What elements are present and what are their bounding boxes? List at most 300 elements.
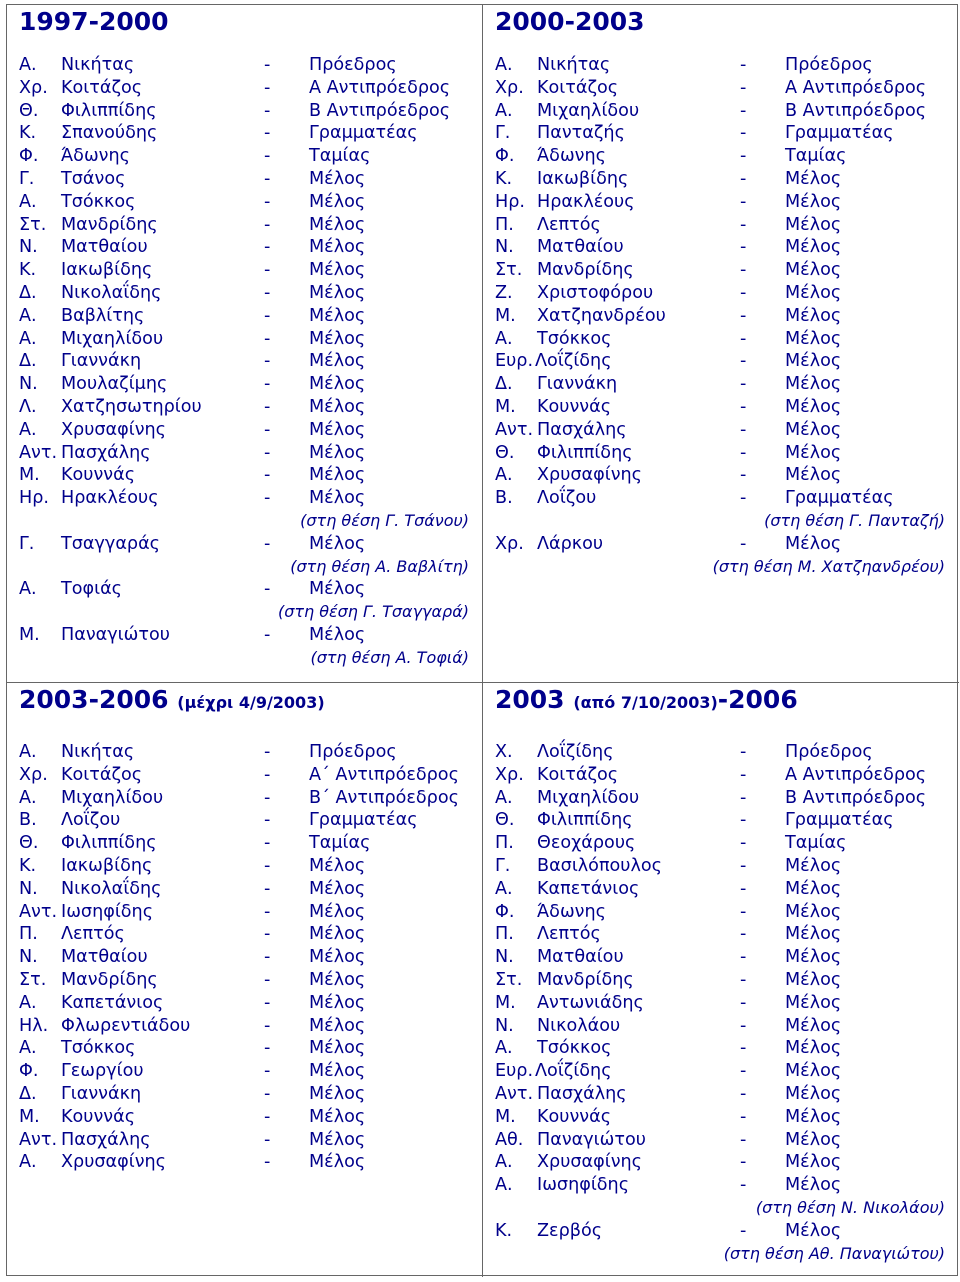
separator-dash: - xyxy=(740,969,747,990)
separator-dash: - xyxy=(740,1175,747,1196)
member-surname: Πασχάλης xyxy=(537,1083,627,1104)
member-surname: Τοφιάς xyxy=(61,579,122,600)
replacement-note: (στη θέση Αθ. Παναγιώτου) xyxy=(723,1243,945,1263)
separator-dash: - xyxy=(264,146,271,167)
member-initial: Μ. xyxy=(495,992,516,1013)
member-initial: Στ. xyxy=(19,969,47,990)
member-role: Μέλος xyxy=(309,465,366,486)
member-initial: Θ. xyxy=(19,100,39,121)
member-surname: Άδωνης xyxy=(61,146,130,167)
period-title: 2003-2006 xyxy=(19,685,169,714)
replacement-note-row xyxy=(495,510,955,533)
member-initial: Γ. xyxy=(19,533,35,554)
member-row xyxy=(19,923,479,946)
member-row xyxy=(19,1037,479,1060)
member-surname: Πανταζής xyxy=(537,123,625,144)
board-2003-2006-until xyxy=(7,683,483,1277)
member-initial: Α. xyxy=(19,1152,37,1173)
member-row xyxy=(495,122,955,145)
separator-dash: - xyxy=(264,1129,271,1150)
separator-dash: - xyxy=(264,123,271,144)
member-row xyxy=(495,855,955,878)
member-surname: Νικολαΐδης xyxy=(61,282,162,303)
replacement-note-row xyxy=(19,556,479,579)
member-initial: Δ. xyxy=(495,374,513,395)
period-heading xyxy=(495,685,798,714)
separator-dash: - xyxy=(264,100,271,121)
member-initial: Μ. xyxy=(19,624,40,645)
member-surname: Χρυσαφίνης xyxy=(61,419,167,440)
member-role: Πρόεδρος xyxy=(309,55,397,75)
member-surname: Φιλιππίδης xyxy=(61,833,157,854)
member-surname: Φλωρεντιάδου xyxy=(61,1015,191,1036)
separator-dash: - xyxy=(264,55,271,75)
separator-dash: - xyxy=(264,1038,271,1059)
separator-dash: - xyxy=(740,305,747,326)
member-initial: Π. xyxy=(19,924,38,945)
separator-dash: - xyxy=(264,1015,271,1036)
member-role: Μέλος xyxy=(785,1038,842,1059)
member-initial: Μ. xyxy=(19,465,40,486)
member-initial: Λ. xyxy=(19,396,37,417)
separator-dash: - xyxy=(264,1083,271,1104)
member-surname: Τσόκκος xyxy=(61,191,136,212)
separator-dash: - xyxy=(740,260,747,281)
member-initial: Α. xyxy=(19,1038,37,1059)
separator-dash: - xyxy=(264,237,271,258)
member-surname: Κουννάς xyxy=(61,465,136,486)
member-initial: Στ. xyxy=(495,969,523,990)
member-initial: Αθ. xyxy=(495,1129,524,1150)
separator-dash: - xyxy=(740,214,747,235)
member-surname: Ιακωβίδης xyxy=(61,260,153,281)
member-surname: Φιλιππίδης xyxy=(61,100,157,121)
member-role: Μέλος xyxy=(785,214,842,235)
member-role: Μέλος xyxy=(309,992,366,1013)
period-title: 1997-2000 xyxy=(19,7,169,36)
member-surname: Άδωνης xyxy=(537,901,606,922)
member-role: Μέλος xyxy=(785,1106,842,1127)
separator-dash: - xyxy=(264,1152,271,1173)
member-initial: Φ. xyxy=(495,146,515,167)
member-initial: Φ. xyxy=(19,146,39,167)
member-surname: Χριστοφόρου xyxy=(537,282,654,303)
member-row xyxy=(495,191,955,214)
member-role: Μέλος xyxy=(785,351,842,372)
member-row xyxy=(495,305,955,328)
member-role: Μέλος xyxy=(309,237,366,258)
separator-dash: - xyxy=(264,624,271,645)
member-surname: Ηρακλέους xyxy=(61,488,159,509)
member-initial: Α. xyxy=(495,787,513,808)
board-2000-2003 xyxy=(483,5,959,683)
separator-dash: - xyxy=(264,1061,271,1082)
member-role: Πρόεδρος xyxy=(785,55,873,75)
member-surname: Ματθαίου xyxy=(537,947,624,968)
member-row xyxy=(19,809,479,832)
member-surname: Αντωνιάδης xyxy=(537,992,644,1013)
member-initial: Π. xyxy=(495,214,514,235)
member-initial: Μ. xyxy=(495,1106,516,1127)
member-initial: Γ. xyxy=(495,123,511,144)
replacement-note: (στη θέση Ν. Νικολάου) xyxy=(755,1197,945,1217)
member-surname: Λοΐζου xyxy=(61,810,121,831)
member-row xyxy=(495,77,955,100)
member-surname: Χατζηανδρέου xyxy=(537,305,666,326)
member-initial: Α. xyxy=(19,55,37,75)
member-row xyxy=(19,1015,479,1038)
member-initial: Δ. xyxy=(19,1083,37,1104)
member-role: Μέλος xyxy=(309,1129,366,1150)
member-row xyxy=(19,350,479,373)
member-initial: Ηλ. xyxy=(19,1015,49,1036)
replacement-note: (στη θέση Γ. Πανταζή) xyxy=(764,510,945,530)
member-role: Μέλος xyxy=(309,878,366,899)
member-row xyxy=(19,855,479,878)
member-surname: Ζερβός xyxy=(537,1220,603,1241)
separator-dash: - xyxy=(740,992,747,1013)
member-role: Γραμματέας xyxy=(309,810,418,831)
member-role: Μέλος xyxy=(309,442,366,463)
separator-dash: - xyxy=(740,833,747,854)
member-initial: Ν. xyxy=(495,947,514,968)
separator-dash: - xyxy=(740,878,747,899)
member-row xyxy=(19,464,479,487)
member-row xyxy=(19,578,479,601)
replacement-note-row xyxy=(19,601,479,624)
member-initial: Ευρ. xyxy=(495,1061,534,1082)
member-surname: Ματθαίου xyxy=(61,947,148,968)
separator-dash: - xyxy=(264,351,271,372)
member-role: Μέλος xyxy=(309,947,366,968)
member-initial: Θ. xyxy=(19,833,39,854)
member-surname: Μανδρίδης xyxy=(537,260,634,281)
separator-dash: - xyxy=(740,533,747,554)
separator-dash: - xyxy=(740,1083,747,1104)
member-row xyxy=(495,1151,955,1174)
member-role: Μέλος xyxy=(785,396,842,417)
member-row xyxy=(19,533,479,556)
member-row xyxy=(495,1083,955,1106)
member-surname: Τσόκκος xyxy=(537,328,612,349)
member-row xyxy=(19,373,479,396)
separator-dash: - xyxy=(740,1061,747,1082)
member-role: Μέλος xyxy=(309,1038,366,1059)
member-initial: Α. xyxy=(19,742,37,762)
member-surname: Καπετάνιος xyxy=(61,992,164,1013)
member-row xyxy=(19,328,479,351)
member-surname: Τσόκκος xyxy=(537,1038,612,1059)
member-role: Μέλος xyxy=(785,419,842,440)
member-row xyxy=(19,1151,479,1174)
member-initial: Μ. xyxy=(495,305,516,326)
member-surname: Καπετάνιος xyxy=(537,878,640,899)
member-initial: Α. xyxy=(495,878,513,899)
member-surname: Χρυσαφίνης xyxy=(537,465,643,486)
member-surname: Λεπτός xyxy=(61,924,125,945)
member-initial: Ν. xyxy=(495,237,514,258)
member-row xyxy=(495,100,955,123)
member-role: Μέλος xyxy=(309,191,366,212)
separator-dash: - xyxy=(740,237,747,258)
member-surname: Κοιτάζος xyxy=(61,77,143,98)
period-heading xyxy=(495,7,645,36)
member-initial: Χρ. xyxy=(495,533,524,554)
member-initial: Α. xyxy=(495,1038,513,1059)
member-role: Ταμίας xyxy=(309,833,371,854)
member-initial: Κ. xyxy=(495,1220,513,1241)
member-role: Α Αντιπρόεδρος xyxy=(785,77,927,98)
separator-dash: - xyxy=(740,1015,747,1036)
member-initial: Β. xyxy=(19,810,37,831)
member-initial: Α. xyxy=(495,465,513,486)
member-list xyxy=(19,54,479,670)
member-initial: Ν. xyxy=(19,237,38,258)
replacement-note: (στη θέση Α. Τοφιά) xyxy=(310,647,469,667)
member-surname: Κουννάς xyxy=(537,1106,612,1127)
member-row xyxy=(19,1129,479,1152)
member-surname: Βασιλόπουλος xyxy=(537,855,662,876)
member-role: Μέλος xyxy=(309,328,366,349)
member-surname: Παναγιώτου xyxy=(537,1129,646,1150)
member-role: Β Αντιπρόεδρος xyxy=(785,100,927,121)
member-surname: Κοιτάζος xyxy=(61,764,143,785)
separator-dash: - xyxy=(740,123,747,144)
member-surname: Γεωργίου xyxy=(61,1061,144,1082)
member-role: Μέλος xyxy=(785,878,842,899)
member-row xyxy=(19,191,479,214)
member-surname: Ιωσηφίδης xyxy=(61,901,154,922)
member-role: Μέλος xyxy=(785,305,842,326)
member-initial: Ηρ. xyxy=(495,191,525,212)
member-initial: Α. xyxy=(19,787,37,808)
period-title: 2000-2003 xyxy=(495,7,645,36)
separator-dash: - xyxy=(740,1129,747,1150)
member-row xyxy=(495,1220,955,1243)
member-row xyxy=(19,236,479,259)
member-role: Μέλος xyxy=(309,901,366,922)
member-row xyxy=(495,946,955,969)
member-surname: Γιαννάκη xyxy=(61,351,142,372)
member-role: Μέλος xyxy=(309,168,366,189)
member-role: Α Αντιπρόεδρος xyxy=(785,764,927,785)
member-role: Μέλος xyxy=(785,1152,842,1173)
member-row xyxy=(19,946,479,969)
separator-dash: - xyxy=(264,214,271,235)
separator-dash: - xyxy=(264,396,271,417)
member-initial: Χρ. xyxy=(495,764,524,785)
member-row xyxy=(19,122,479,145)
member-role: Α Αντιπρόεδρος xyxy=(309,77,451,98)
member-role: Γραμματέας xyxy=(309,123,418,144)
member-row xyxy=(19,487,479,510)
separator-dash: - xyxy=(740,374,747,395)
member-role: Μέλος xyxy=(785,901,842,922)
member-row xyxy=(19,305,479,328)
member-initial: Χρ. xyxy=(495,77,524,98)
member-initial: Ζ. xyxy=(495,282,513,303)
member-surname: Λοΐζίδης xyxy=(535,351,612,372)
member-row xyxy=(495,533,955,556)
member-surname: Μιχαηλίδου xyxy=(61,328,164,349)
member-initial: Μ. xyxy=(19,1106,40,1127)
member-surname: Μιχαηλίδου xyxy=(61,787,164,808)
member-row xyxy=(495,1174,955,1197)
member-row xyxy=(495,787,955,810)
separator-dash: - xyxy=(264,742,271,762)
member-surname: Μανδρίδης xyxy=(537,969,634,990)
member-initial: Αντ. xyxy=(19,1129,58,1150)
member-surname: Σπανούδης xyxy=(61,123,158,144)
replacement-note: (στη θέση Γ. Τσάνου) xyxy=(300,510,469,530)
separator-dash: - xyxy=(264,488,271,509)
member-list xyxy=(495,741,955,1265)
member-initial: Π. xyxy=(495,924,514,945)
separator-dash: - xyxy=(264,168,271,189)
separator-dash: - xyxy=(740,191,747,212)
member-role: Β Αντιπρόεδρος xyxy=(785,787,927,808)
member-role: Μέλος xyxy=(785,1083,842,1104)
member-role: Γραμματέας xyxy=(785,810,894,831)
separator-dash: - xyxy=(264,374,271,395)
member-role: Μέλος xyxy=(785,1061,842,1082)
replacement-note: (στη θέση Μ. Χατζηανδρέου) xyxy=(712,556,945,576)
member-role: Μέλος xyxy=(309,396,366,417)
separator-dash: - xyxy=(740,419,747,440)
member-list xyxy=(19,741,479,1174)
member-surname: Κουννάς xyxy=(61,1106,136,1127)
member-surname: Χρυσαφίνης xyxy=(537,1152,643,1173)
member-role: Μέλος xyxy=(309,1106,366,1127)
member-initial: Α. xyxy=(495,1152,513,1173)
member-row xyxy=(19,832,479,855)
separator-dash: - xyxy=(740,924,747,945)
member-initial: Αντ. xyxy=(19,901,58,922)
member-role: Β΄ Αντιπρόεδρος xyxy=(309,787,459,808)
member-row xyxy=(19,259,479,282)
member-row xyxy=(495,259,955,282)
member-role: Μέλος xyxy=(785,237,842,258)
separator-dash: - xyxy=(740,146,747,167)
period-heading xyxy=(19,685,325,714)
member-row xyxy=(495,832,955,855)
member-role: Γραμματέας xyxy=(785,123,894,144)
member-initial: Γ. xyxy=(495,855,511,876)
separator-dash: - xyxy=(740,1152,747,1173)
separator-dash: - xyxy=(740,465,747,486)
member-surname: Χατζησωτηρίου xyxy=(61,396,202,417)
member-role: Ταμίας xyxy=(785,833,847,854)
member-row xyxy=(495,1106,955,1129)
member-row xyxy=(495,969,955,992)
member-surname: Πασχάλης xyxy=(61,442,151,463)
separator-dash: - xyxy=(740,488,747,509)
member-role: Μέλος xyxy=(309,419,366,440)
member-initial: Ν. xyxy=(19,374,38,395)
member-row xyxy=(19,741,479,764)
separator-dash: - xyxy=(264,465,271,486)
member-row xyxy=(19,77,479,100)
member-role: Μέλος xyxy=(309,855,366,876)
member-row xyxy=(495,923,955,946)
member-role: Μέλος xyxy=(785,533,842,554)
member-row xyxy=(19,1106,479,1129)
member-row xyxy=(495,764,955,787)
separator-dash: - xyxy=(740,1038,747,1059)
separator-dash: - xyxy=(264,969,271,990)
member-role: Μέλος xyxy=(309,1015,366,1036)
member-initial: Χρ. xyxy=(19,77,48,98)
replacement-note-row xyxy=(19,510,479,533)
member-surname: Ιακωβίδης xyxy=(537,168,629,189)
member-initial: Θ. xyxy=(495,442,515,463)
separator-dash: - xyxy=(264,533,271,554)
member-row xyxy=(495,214,955,237)
member-surname: Μιχαηλίδου xyxy=(537,787,640,808)
member-role: Μέλος xyxy=(785,374,842,395)
member-surname: Γιαννάκη xyxy=(61,1083,142,1104)
member-initial: Φ. xyxy=(19,1061,39,1082)
member-row xyxy=(495,487,955,510)
member-row xyxy=(19,1060,479,1083)
member-surname: Ιακωβίδης xyxy=(61,855,153,876)
member-surname: Βαβλίτης xyxy=(61,305,145,326)
member-initial: Α. xyxy=(19,579,37,600)
member-role: Μέλος xyxy=(309,282,366,303)
separator-dash: - xyxy=(740,810,747,831)
separator-dash: - xyxy=(740,1220,747,1241)
member-role: Μέλος xyxy=(785,168,842,189)
member-row xyxy=(495,1060,955,1083)
separator-dash: - xyxy=(264,191,271,212)
separator-dash: - xyxy=(264,855,271,876)
member-row xyxy=(19,396,479,419)
member-initial: Στ. xyxy=(495,260,523,281)
member-role: Μέλος xyxy=(785,260,842,281)
member-initial: Ν. xyxy=(19,878,38,899)
member-role: Μέλος xyxy=(785,328,842,349)
member-initial: Ηρ. xyxy=(19,488,49,509)
member-role: Ταμίας xyxy=(309,146,371,167)
member-surname: Μιχαηλίδου xyxy=(537,100,640,121)
member-role: Μέλος xyxy=(309,579,366,600)
member-initial: Β. xyxy=(495,488,513,509)
member-surname: Μανδρίδης xyxy=(61,214,158,235)
member-initial: Α. xyxy=(19,191,37,212)
separator-dash: - xyxy=(264,1106,271,1127)
member-row xyxy=(19,787,479,810)
separator-dash: - xyxy=(740,282,747,303)
separator-dash: - xyxy=(264,442,271,463)
member-initial: Αντ. xyxy=(19,442,58,463)
member-surname: Φιλιππίδης xyxy=(537,442,633,463)
member-surname: Φιλιππίδης xyxy=(537,810,633,831)
separator-dash: - xyxy=(264,77,271,98)
separator-dash: - xyxy=(740,100,747,121)
replacement-note-row xyxy=(495,1243,955,1266)
replacement-note: (στη θέση Γ. Τσαγγαρά) xyxy=(277,602,469,622)
member-role: Μέλος xyxy=(785,465,842,486)
member-role: Μέλος xyxy=(785,191,842,212)
member-initial: Α. xyxy=(495,55,513,75)
member-row xyxy=(495,901,955,924)
member-initial: Ευρ. xyxy=(495,351,534,372)
member-role: Β Αντιπρόεδρος xyxy=(309,100,451,121)
replacement-note-row xyxy=(19,647,479,670)
member-role: Μέλος xyxy=(309,214,366,235)
member-role: Μέλος xyxy=(309,351,366,372)
member-surname: Πασχάλης xyxy=(61,1129,151,1150)
